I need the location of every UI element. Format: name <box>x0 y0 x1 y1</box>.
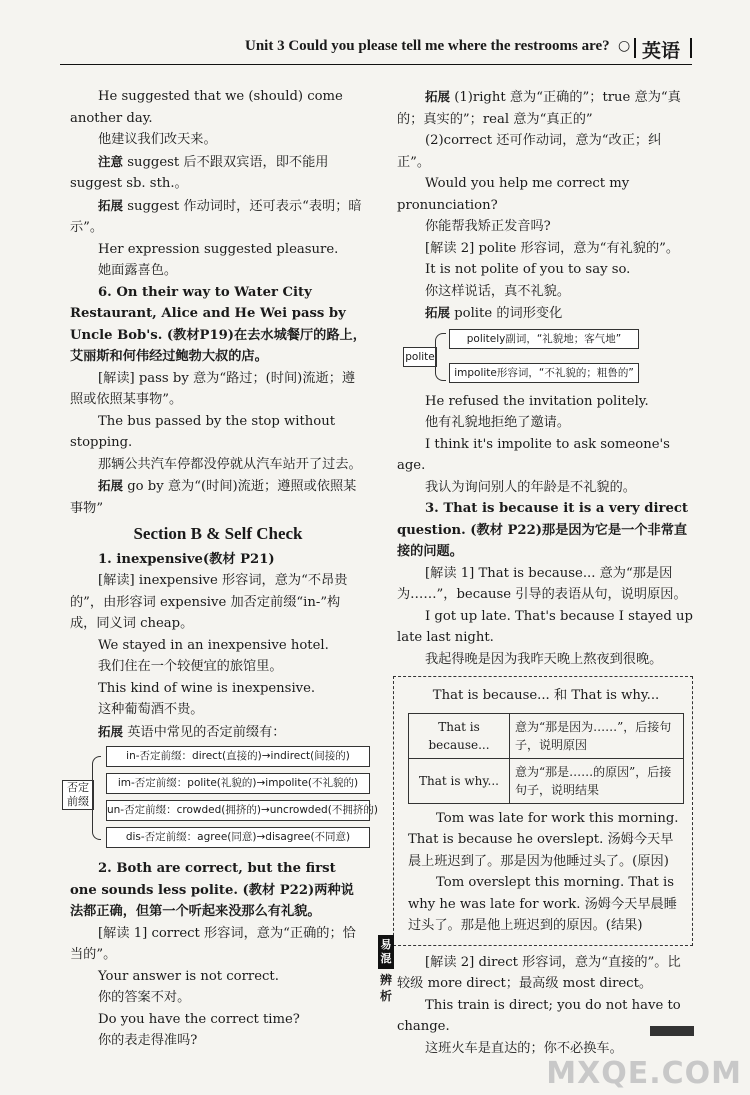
extension-text: polite 的词形变化 <box>450 306 563 321</box>
subject-label: 英语 <box>642 40 681 62</box>
circle-icon: ○ <box>618 38 631 54</box>
example-zh: 他建议我们改天来。 <box>98 132 217 147</box>
example-zh: 你的答案不对。 <box>98 990 191 1005</box>
extension-tag: 拓展 <box>425 89 451 104</box>
example-zh: 那辆公共汽车停都没停就从汽车站开了过去。 <box>98 456 362 472</box>
example-en: He refused the invitation politely. <box>425 393 649 409</box>
extension <box>397 86 693 130</box>
sentence-2: 2. Both are correct, but the first one sounds less polite. (教材 P22)两种说法都正确，但第一个听起来没那么有礼貌。 <box>70 861 354 919</box>
diagram-item: im-否定前缀：polite(礼貌的)→impolite(不礼貌的) <box>106 773 370 794</box>
example-zh: 她面露喜色。 <box>98 263 178 278</box>
diagram-item: impolite形容词，“不礼貌的；粗鲁的” <box>449 363 639 383</box>
diagram-root: 否定前缀 <box>62 780 94 810</box>
table-row <box>409 758 684 803</box>
box-example: Tom was late for work this morning. That is because he overslept. 汤姆今天早晨上班迟到了。那是因为他睡过头了。(原因) <box>408 810 679 869</box>
explanation: [解读 1] That is because... 意为“那是因为……”，because 引导的表语从句，说明原因。 <box>397 565 687 602</box>
note <box>70 151 366 195</box>
example-en: Your answer is not correct. <box>98 968 279 984</box>
example-en: We stayed in an inexpensive hotel. <box>98 637 329 653</box>
sentence-3: 3. That is because it is a very direct question. (教材 P22)那是因为它是一个非常直接的问题。 <box>397 501 688 559</box>
extension-text: suggest 作动词时，还可表示“表明；暗示”。 <box>70 198 362 235</box>
extension <box>70 195 366 239</box>
brace <box>92 756 101 840</box>
explanation: [解读 2] polite 形容词，意为“有礼貌的”。 <box>425 240 680 256</box>
diagram-item: in-否定前缀：direct(直接的)→indirect(间接的) <box>106 746 370 767</box>
polite-word-forms-diagram <box>397 329 693 385</box>
box-example: Tom overslept this morning. That is why he was late for work. 汤姆今天早晨睡过头了。那是他上班迟到的原因。(结果) <box>408 875 677 933</box>
unit-title: Unit 3 Could you please tell me where the restrooms are? <box>245 38 610 54</box>
extension <box>397 302 693 325</box>
extension-tag: 拓展 <box>425 305 451 320</box>
example-zh: 你的表走得准吗? <box>98 1033 198 1048</box>
example-en: It is not polite of you to say so. <box>425 262 631 277</box>
diagram-root: polite <box>403 347 437 367</box>
page-number-bar <box>650 1026 694 1036</box>
confusable-tag: 易混 <box>378 935 394 969</box>
extension-text: go by 意为“(时间)流逝；遵照或依照某事物” <box>70 479 357 516</box>
item-1: 1. inexpensive(教材 P21) <box>98 551 275 567</box>
example-zh: 你这样说话，真不礼貌。 <box>425 283 571 299</box>
section-title: Section B & Self Check <box>133 524 303 543</box>
extension <box>70 475 366 519</box>
analysis-tag: 辨析 <box>379 973 392 1003</box>
example-en: This train is direct; you do not have to change. <box>397 997 681 1034</box>
table-cell: 意为“那是因为……”，后接句子，说明原因 <box>510 713 684 758</box>
example-en: He suggested that we (should) come another day. <box>70 89 343 126</box>
explanation: [解读 1] correct 形容词，意为“正确的；恰当的”。 <box>70 925 356 962</box>
diagram-item: un-否定前缀：crowded(拥挤的)→uncrowded(不拥挤的) <box>106 800 370 821</box>
header-rule <box>60 64 692 65</box>
example-en: Would you help me correct my pronunciation? <box>397 176 630 213</box>
example-zh: 他有礼貌地拒绝了邀请。 <box>425 415 571 430</box>
extension-text: (1)right 意为“正确的”；true 意为“真的；真实的”；real 意为“真正的” <box>397 90 681 127</box>
example-en: Her expression suggested pleasure. <box>98 241 339 257</box>
example-zh: 我认为询问别人的年龄是不礼貌的。 <box>425 479 636 495</box>
extension-tag: 拓展 <box>98 197 124 213</box>
page-header <box>0 0 750 66</box>
diagram-item: politely副词，“礼貌地；客气地” <box>449 329 639 349</box>
example-en: The bus passed by the stop without stopping. <box>70 413 336 450</box>
extension-tag: 拓展 <box>98 723 124 739</box>
table-row <box>409 713 684 758</box>
example-zh: 我们住在一个较便宜的旅馆里。 <box>98 659 283 674</box>
extension-tag: 拓展 <box>98 478 124 493</box>
example-zh: 这班火车是直达的；你不必换车。 <box>425 1040 623 1056</box>
brace <box>435 333 446 381</box>
comparison-table <box>408 713 684 804</box>
sentence-6: 6. On their way to Water City Restaurant, Alice and He Wei pass by Uncle Bob's. (教材P19)在去水城餐厅的路上，艾丽斯和何伟经过鲍勃大叔的店。 <box>70 284 366 364</box>
example-en: I think it's impolite to ask someone's age. <box>397 436 670 473</box>
watermark: MXQE.COM <box>546 1056 742 1091</box>
diagram-item: dis-否定前缀：agree(同意)→disagree(不同意) <box>106 827 370 848</box>
divider <box>690 38 692 58</box>
example-zh: 这种葡萄酒不贵。 <box>98 702 204 717</box>
explanation: [解读] pass by 意为“路过；(时间)流逝；遵照或依照某事物”。 <box>70 370 356 407</box>
note-tag: 注意 <box>98 153 124 169</box>
extension-text: 英语中常见的否定前缀有： <box>123 724 286 740</box>
table-cell: 意为“那是……的原因”，后接句子，说明结果 <box>510 758 684 803</box>
extension <box>70 721 366 744</box>
box-title: That is because... 和 That is why... <box>432 688 660 703</box>
example-en: I got up late. That's because I stayed up late last night. <box>397 608 693 645</box>
example-zh: 你能帮我矫正发音吗? <box>425 219 551 234</box>
example-en: This kind of wine is inexpensive. <box>98 680 316 696</box>
note-text: suggest 后不跟双宾语，即不能用 suggest sb. sth.。 <box>70 154 329 191</box>
example-zh: 我起得晚是因为我昨天晚上熬夜到很晚。 <box>425 651 663 667</box>
explanation: [解读 2] direct 形容词，意为“直接的”。比较级 more direct；最高级 most direct。 <box>397 954 681 991</box>
right-column <box>379 86 693 1059</box>
table-cell: That is because... <box>409 713 510 758</box>
left-column <box>67 86 378 1052</box>
explanation: [解读] inexpensive 形容词，意为“不昂贵的”，由形容词 expensive 加否定前缀“in-”构成，同义词 cheap。 <box>70 573 348 631</box>
extension-text: (2)correct 还可作动词，意为“改正；纠正”。 <box>397 133 662 170</box>
example-en: Do you have the correct time? <box>98 1011 300 1027</box>
table-cell: That is why... <box>409 758 510 803</box>
divider <box>634 38 636 58</box>
negative-prefix-diagram <box>67 746 378 854</box>
